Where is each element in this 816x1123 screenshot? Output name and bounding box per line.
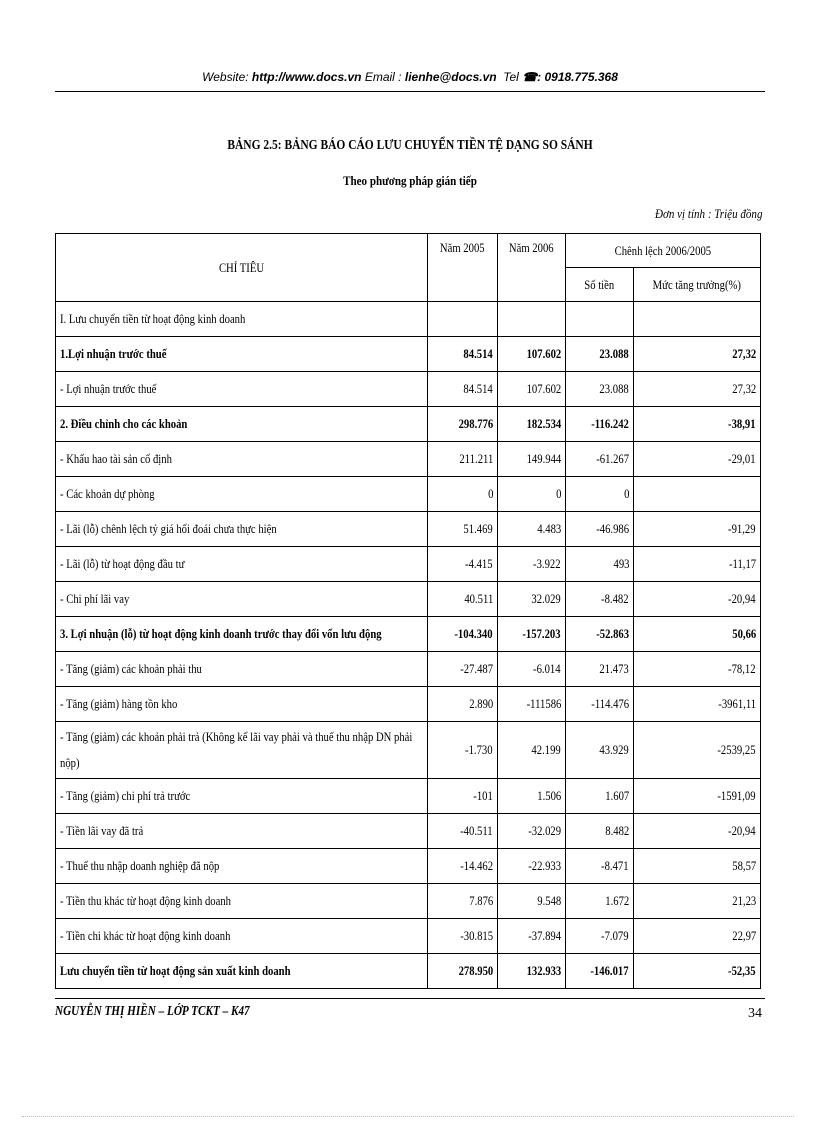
cell-growth: [634, 477, 761, 512]
cell-amount: -146.017: [566, 954, 634, 989]
cell-growth: 22,97: [634, 919, 761, 954]
cell-2006: 9.548: [498, 884, 566, 919]
cell-2005: 40.511: [428, 582, 498, 617]
cell-amount: -8.471: [566, 849, 634, 884]
cell-2006: 32.029: [498, 582, 566, 617]
email-link: lienhe@docs.vn: [404, 70, 497, 84]
cell-amount: -7.079: [566, 919, 634, 954]
cell-2006: 149.944: [498, 442, 566, 477]
table-row: [56, 302, 761, 337]
table-row: [56, 884, 761, 919]
table-row: [56, 849, 761, 884]
header-indicator: CHỈ TIÊU: [56, 234, 428, 302]
row-label: - Tiền chi khác từ hoạt động kinh doanh: [56, 919, 428, 954]
table-row: [56, 407, 761, 442]
table-row: [56, 652, 761, 687]
table-row: [56, 442, 761, 477]
table-row: [56, 337, 761, 372]
cell-growth: -20,94: [634, 814, 761, 849]
header-difference: Chênh lệch 2006/2005: [566, 234, 761, 268]
cell-2005: 84.514: [428, 372, 498, 407]
cell-2005: -27.487: [428, 652, 498, 687]
cell-2006: 4.483: [498, 512, 566, 547]
cell-2005: -14.462: [428, 849, 498, 884]
row-label: - Chi phí lãi vay: [56, 582, 428, 617]
cell-amount: 0: [566, 477, 634, 512]
row-label: 1.Lợi nhuận trước thuế: [56, 337, 428, 372]
table-body: [56, 302, 761, 989]
cell-amount: -114.476: [566, 687, 634, 722]
cell-amount: -52.863: [566, 617, 634, 652]
cell-amount: 493: [566, 547, 634, 582]
row-label: - Tiền thu khác từ hoạt động kinh doanh: [56, 884, 428, 919]
row-label: 2. Điều chỉnh cho các khoản: [56, 407, 428, 442]
cell-amount: 8.482: [566, 814, 634, 849]
footer-author: NGUYỄN THỊ HIỀN – LỚP TCKT – K47: [55, 1004, 250, 1019]
cell-growth: 58,57: [634, 849, 761, 884]
cell-2005: 2.890: [428, 687, 498, 722]
cell-growth: -11,17: [634, 547, 761, 582]
website-label: Website:: [202, 70, 249, 84]
cell-growth: 27,32: [634, 337, 761, 372]
table-row: [56, 372, 761, 407]
cell-amount: 1.672: [566, 884, 634, 919]
cell-growth: -52,35: [634, 954, 761, 989]
cell-2005: -1.730: [428, 722, 498, 779]
cell-amount: 21.473: [566, 652, 634, 687]
table-row: [56, 954, 761, 989]
cell-amount: -8.482: [566, 582, 634, 617]
cell-growth: -20,94: [634, 582, 761, 617]
cell-growth: 50,66: [634, 617, 761, 652]
cell-2005: 7.876: [428, 884, 498, 919]
header-2006: Năm 2006: [498, 234, 566, 302]
row-label: 3. Lợi nhuận (lỗ) từ hoạt động kinh doanh trước thay đổi vốn lưu động: [56, 617, 428, 652]
cell-growth: [634, 302, 761, 337]
header-amount: Số tiền: [566, 268, 634, 302]
table-row: [56, 722, 761, 779]
cell-2006: -157.203: [498, 617, 566, 652]
table-row: [56, 512, 761, 547]
cell-2006: -32.029: [498, 814, 566, 849]
cell-2005: -40.511: [428, 814, 498, 849]
table-row: [56, 477, 761, 512]
footer-divider: [55, 998, 765, 999]
row-label: - Tăng (giảm) các khoản phải trả (Không kể lãi vay phải và thuế thu nhập DN phải nộp): [56, 722, 428, 779]
cell-2006: 0: [498, 477, 566, 512]
row-label: - Lãi (lỗ) chênh lệch tỷ giá hối đoái chưa thực hiện: [56, 512, 428, 547]
cell-2006: -6.014: [498, 652, 566, 687]
cell-amount: -116.242: [566, 407, 634, 442]
table-row: [56, 687, 761, 722]
row-label: - Lợi nhuận trước thuế: [56, 372, 428, 407]
cell-2005: 211.211: [428, 442, 498, 477]
row-label: - Tăng (giảm) các khoản phải thu: [56, 652, 428, 687]
table-row: [56, 919, 761, 954]
page-number: 34: [748, 1006, 762, 1021]
cell-amount: 23.088: [566, 372, 634, 407]
row-label: I. Lưu chuyển tiền từ hoạt động kinh doanh: [56, 302, 428, 337]
cell-growth: -29,01: [634, 442, 761, 477]
cell-2005: 0: [428, 477, 498, 512]
cell-amount: -61.267: [566, 442, 634, 477]
header-divider: [55, 91, 765, 92]
row-label: - Tăng (giảm) chi phí trả trước: [56, 779, 428, 814]
row-label: - Khấu hao tài sản cố định: [56, 442, 428, 477]
email-label: Email :: [364, 70, 402, 84]
row-label: - Các khoản dự phòng: [56, 477, 428, 512]
cell-2006: -22.933: [498, 849, 566, 884]
cell-2005: 84.514: [428, 337, 498, 372]
cell-growth: -2539,25: [634, 722, 761, 779]
table-title: BẢNG 2.5: BẢNG BÁO CÁO LƯU CHUYỂN TIỀN TỆ DẠNG SO SÁNH: [227, 138, 593, 153]
cell-2006: 107.602: [498, 337, 566, 372]
table-row: [56, 582, 761, 617]
cell-growth: -78,12: [634, 652, 761, 687]
header-growth: Mức tăng trưởng(%): [634, 268, 761, 302]
row-label: - Tăng (giảm) hàng tồn kho: [56, 687, 428, 722]
table-row: [56, 814, 761, 849]
website-link: http://www.docs.vn: [251, 70, 362, 84]
cell-2006: -37.894: [498, 919, 566, 954]
cell-amount: 43.929: [566, 722, 634, 779]
tel-label: Tel: [503, 70, 519, 84]
header-2005: Năm 2005: [428, 234, 498, 302]
page-header: [55, 70, 765, 84]
cell-2005: [428, 302, 498, 337]
cell-2006: 107.602: [498, 372, 566, 407]
page-bottom-dots: [22, 1116, 794, 1117]
cell-2005: 278.950: [428, 954, 498, 989]
cell-growth: -3961,11: [634, 687, 761, 722]
cash-flow-table: [55, 233, 761, 989]
cell-2005: 51.469: [428, 512, 498, 547]
cell-growth: -1591,09: [634, 779, 761, 814]
cell-amount: 1.607: [566, 779, 634, 814]
table-row: [56, 779, 761, 814]
cell-2006: -3.922: [498, 547, 566, 582]
cell-growth: 21,23: [634, 884, 761, 919]
table-row: [56, 617, 761, 652]
cell-2006: 1.506: [498, 779, 566, 814]
cell-amount: -46.986: [566, 512, 634, 547]
phone-icon: ☎: [522, 70, 538, 84]
table-row: [56, 547, 761, 582]
cell-2006: 42.199: [498, 722, 566, 779]
cell-2005: -4.415: [428, 547, 498, 582]
cell-growth: -38,91: [634, 407, 761, 442]
unit-note: Đơn vị tính : Triệu đồng: [654, 206, 762, 221]
cell-growth: 27,32: [634, 372, 761, 407]
row-label: Lưu chuyển tiền từ hoạt động sản xuất kinh doanh: [56, 954, 428, 989]
tel-number: : 0918.775.368: [537, 70, 618, 84]
cell-2005: -30.815: [428, 919, 498, 954]
cell-2006: [498, 302, 566, 337]
cell-2006: -111586: [498, 687, 566, 722]
cell-growth: -91,29: [634, 512, 761, 547]
table-subtitle: Theo phương pháp gián tiếp: [343, 173, 477, 188]
cell-2006: 132.933: [498, 954, 566, 989]
cell-amount: [566, 302, 634, 337]
cell-2005: -104.340: [428, 617, 498, 652]
row-label: - Thuế thu nhập doanh nghiệp đã nộp: [56, 849, 428, 884]
cell-amount: 23.088: [566, 337, 634, 372]
cell-2006: 182.534: [498, 407, 566, 442]
row-label: - Lãi (lỗ) từ hoạt động đầu tư: [56, 547, 428, 582]
cell-2005: -101: [428, 779, 498, 814]
row-label: - Tiền lãi vay đã trả: [56, 814, 428, 849]
cell-2005: 298.776: [428, 407, 498, 442]
